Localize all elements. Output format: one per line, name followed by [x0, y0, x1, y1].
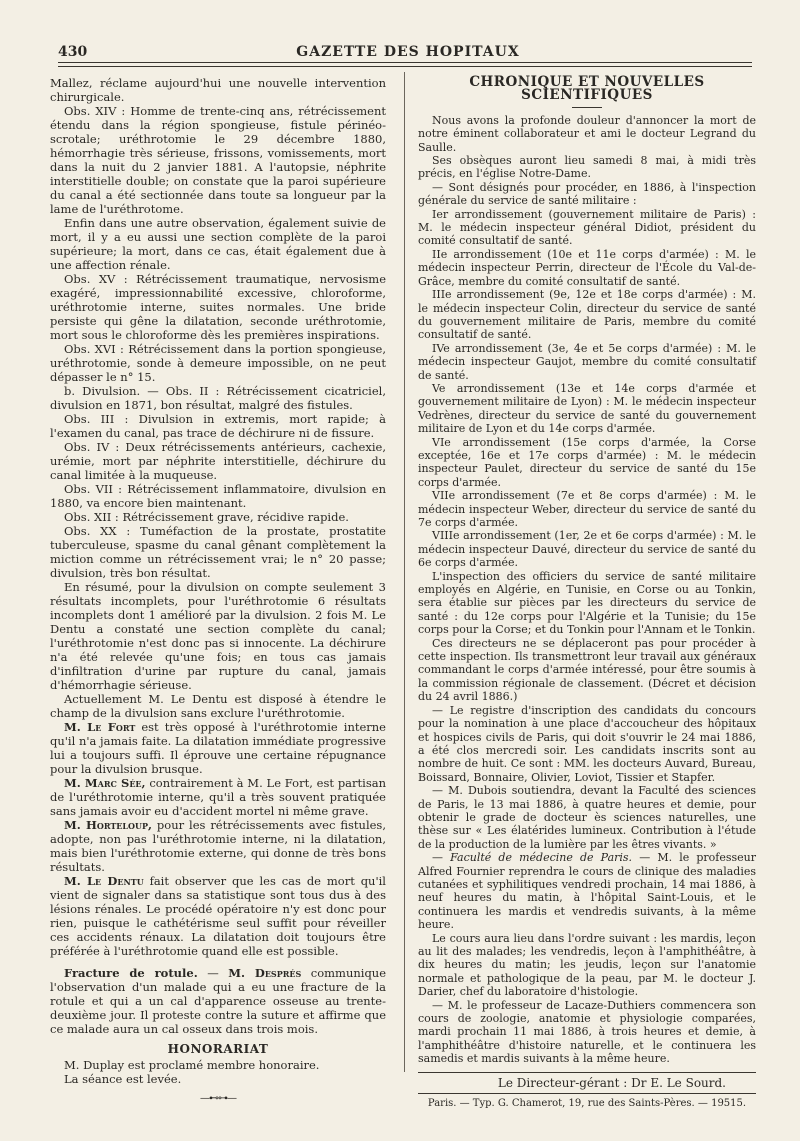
- paragraph: — Le registre d'inscription des candidats du concours pour la nomination à une place d'accoucheur des hôpitaux et hospices civils de Paris, qui doit s'ouvrir le 24 mai 1886, a été clos mercredi soir. Les candidats inscrits sont au nombre de huit. Ce sont : MM. les docteurs Auvard, Bureau, Boissard, Bonnaire, Olivier, Loviot, Tissier et Stapfer.: [418, 703, 756, 784]
- page-number: 430: [58, 44, 88, 60]
- paragraph-text: communique l'observation d'un malade qui a eu une fracture de la rotule et qui a un cal d'apparence osseuse au trente-deuxième jour. Il proteste contre la suture et affirme que ce malade aura un cal osseux dans trois mois.: [50, 966, 387, 1036]
- paragraph-horteloup: [50, 818, 386, 874]
- paragraph-text: est très opposé à l'uréthrotomie interne qu'il n'a jamais faite. La dilatation immédiate progressive lui a toujours suffi. Il éprouve une certaine répugnance pour la divulsion brusque.: [50, 720, 386, 776]
- paragraph: Obs. XIV : Homme de trente-cinq ans, rétrécissement étendu dans la région spongieuse, fistule périnéo-scrotale; uréthrotomie le 29 décembre 1880, hémorrhagie très sérieuse, frissons, vomissements, mort dans la nuit du 2 janvier 1881. A l'autopsie, néphrite interstitielle double; on constate que la paroi supérieure du canal a été sectionnée dans toute sa longueur par la lame de l'uréthrotome.: [50, 104, 386, 216]
- paragraph: — M. le professeur de Lacaze-Duthiers commencera son cours de zoologie, anatomie et physiologie comparées, mardi prochain 11 mai 1886, à trois heures et demie, à l'amphithéâtre d'histoire naturelle, et le continuera les samedis et mardis suivants à la même heure.: [418, 998, 756, 1066]
- paragraph-text: pour les rétrécissements avec fistules, adopte, non pas l'uréthrotomie interne, ni la dilatation, mais bien l'uréthrotomie externe, qui donne de très bons résultats.: [50, 818, 386, 874]
- paragraph-lefort: [50, 720, 386, 776]
- paragraph-text: contrairement à M. Le Fort, est partisan de l'uréthrotomie interne, qu'il a très souvent pratiquée sans jamais avoir eu d'accident mortel ni même grave.: [50, 776, 386, 818]
- paragraph: Obs. VII : Rétrécissement inflammatoire, divulsion en 1880, va encore bien maintenant.: [50, 482, 386, 510]
- paragraph-faculte: [418, 851, 756, 931]
- section-lead: Fracture de rotule.: [64, 966, 198, 980]
- printer-imprint: Paris. — Typ. G. Chamerot, 19, rue des Saints-Pères. — 19515.: [427, 1098, 747, 1110]
- signature-rule: [418, 1072, 756, 1073]
- speaker-name: M. Le Fort: [64, 720, 136, 734]
- paragraph-fracture: [50, 966, 386, 1036]
- paragraph: Obs. XV : Rétrécissement traumatique, nervosisme exagéré, impressionnabilité excessive, chloroforme, uréthrotomie interne, suites normales. Une bride persiste qui gêne la dilatation, seconde uréthrotomie, mort sous le chloroforme dès les premières inspirations.: [50, 272, 386, 342]
- paragraph: VIIIe arrondissement (1er, 2e et 6e corps d'armée) : M. le médecin inspecteur Dauvé, directeur du service de santé du 6e corps d'armée.: [418, 529, 756, 570]
- chronique-heading: CHRONIQUE ET NOUVELLES SCIENTIFIQUES: [469, 74, 705, 104]
- paragraph: Ve arrondissement (13e et 14e corps d'armée et gouvernement militaire de Lyon) : M. le médecin inspecteur Vedrènes, directeur du service de santé du gouvernement militaire de Lyon et du 14e corps d'armée.: [418, 381, 756, 436]
- speaker-name: M. Marc Sée,: [64, 776, 146, 790]
- paragraph: IIe arrondissement (10e et 11e corps d'armée) : M. le médecin inspecteur Perrin, directeur de l'École du Val-de-Grâce, membre du comité consultatif de santé.: [418, 247, 756, 288]
- paragraph-text: — M. le professeur Alfred Fournier reprendra le cours de clinique des maladies cutanées et syphilitiques vendredi prochain, 14 mai 1886, à neuf heures du matin, à l'hôpital Saint-Louis, et le continuera les mardis et vendredis suivants, à la même heure.: [418, 851, 757, 932]
- right-column: [418, 76, 756, 1110]
- journal-title: GAZETTE DES HOPITAUX: [296, 44, 520, 60]
- header-rule: [58, 62, 752, 63]
- speaker-name: M. Horteloup,: [64, 818, 152, 832]
- dash: —: [197, 966, 229, 980]
- speaker-name: M. Le Dentu: [64, 874, 144, 888]
- paragraph: Obs. IV : Deux rétrécissements antérieurs, cachexie, urémie, mort par néphrite interstitielle, déchirure du canal limitée à la muqueuse.: [50, 440, 386, 482]
- paragraph: Actuellement M. Le Dentu est disposé à étendre le champ de la divulsion sans exclure l'uréthrotomie.: [50, 692, 386, 720]
- paragraph: IVe arrondissement (3e, 4e et 5e corps d'armée) : M. le médecin inspecteur Gaujot, membre du comité consultatif de santé.: [418, 341, 756, 382]
- paragraph: Nous avons la profonde douleur d'annoncer la mort de notre éminent collaborateur et ami le docteur Legrand du Saulle.: [418, 113, 756, 154]
- paragraph: Ier arrondissement (gouvernement militaire de Paris) : M. le médecin inspecteur général Didiot, président du comité consultatif de santé.: [418, 207, 756, 248]
- paragraph: Enfin dans une autre observation, également suivie de mort, il y a eu aussi une section complète de la paroi supérieure; la mort, dans ce cas, était également due à une affection rénale.: [50, 216, 386, 272]
- section-lead: Faculté de médecine de Paris.: [450, 851, 633, 865]
- paragraph-le-dentu: [50, 874, 386, 958]
- paragraph-marc-see: [50, 776, 386, 818]
- paragraph: b. Divulsion. — Obs. II : Rétrécissement cicatriciel, divulsion en 1871, bon résultat, malgré des fistules.: [50, 384, 386, 412]
- paragraph: L'inspection des officiers du service de santé militaire employés en Algérie, en Tunisie, en Corse ou au Tonkin, sera établie sur pièces par les directeurs du service de santé : du 12e corps pour l'Algérie et la Tunisie; du 15e corps pour la Corse; et du Tonkin pour l'Annam et le Tonkin.: [418, 569, 756, 637]
- paragraph: La séance est levée.: [64, 1072, 182, 1086]
- paragraph: Le cours aura lieu dans l'ordre suivant : les mardis, leçon au lit des malades; les vendredis, leçon à l'amphithéâtre, à dix heures du matin; les jeudis, leçon sur l'anatomie normale et pathologique de la peau, par M. le docteur J. Darier, chef du laboratoire d'histologie.: [418, 931, 756, 999]
- honorariat-heading: HONORARIAT: [167, 1042, 269, 1056]
- page-header: [58, 40, 758, 64]
- paragraph: Obs. III : Divulsion in extremis, mort rapide; à l'examen du canal, pas trace de déchirure ni de fissure.: [50, 412, 386, 440]
- left-column: [50, 76, 386, 1106]
- imprint-rule: [418, 1093, 756, 1094]
- paragraph: — M. Dubois soutiendra, devant la Faculté des sciences de Paris, le 13 mai 1886, à quatre heures et demie, pour obtenir le grade de docteur ès sciences naturelles, une thèse sur « Les élatérides lumineux. Contribution à l'étude de la production de la lumière par les êtres vivants. »: [418, 784, 756, 851]
- paragraph: Ces directeurs ne se déplaceront pas pour procéder à cette inspection. Ils transmettront leur travail aux généraux commandant le corps d'armée intéressé, pour être soumis à la commission régionale de classement. (Décret et décision du 24 avril 1886.): [418, 636, 756, 704]
- paragraph: Ses obsèques auront lieu samedi 8 mai, à midi très précis, en l'église Notre-Dame.: [418, 154, 756, 181]
- paragraph: Obs. XII : Rétrécissement grave, récidive rapide.: [64, 510, 349, 524]
- dash: —: [432, 851, 451, 865]
- paragraph: Mallez, réclame aujourd'hui une nouvelle intervention chirurgicale.: [50, 76, 386, 104]
- paragraph: VIe arrondissement (15e corps d'armée, la Corse exceptée, 16e et 17e corps d'armée) : M. le médecin inspecteur Paulet, directeur du service de santé du 15e corps d'armée.: [418, 435, 756, 489]
- paragraph: En résumé, pour la divulsion on compte seulement 3 résultats incomplets, pour l'uréthrotomie 6 résultats incomplets dont 1 amélioré par la divulsion. 2 fois M. Le Dentu a constaté une section complète du canal; l'uréthrotomie n'est donc pas si innocente. La déchirure n'a été relevée qu'une fois; en tous cas jamais d'infiltration d'urine par rupture du canal, jamais d'hémorrhagie sérieuse.: [50, 580, 386, 692]
- paragraph: IIIe arrondissement (9e, 12e et 18e corps d'armée) : M. le médecin inspecteur Colin, directeur du service de santé du gouvernement militaire de Paris, membre du comité consultatif de santé.: [418, 288, 756, 342]
- editor-signature: Le Directeur-gérant : Dr E. Le Sourd.: [497, 1075, 726, 1090]
- short-rule: [572, 107, 602, 108]
- speaker-name: M. Després: [228, 966, 302, 980]
- column-separator: [404, 72, 405, 1072]
- paragraph: M. Duplay est proclamé membre honoraire.: [64, 1058, 320, 1072]
- paragraph-text: fait observer que les cas de mort qu'il vient de signaler dans sa statistique sont tous dus à des lésions rénales. Le procédé opératoire n'y est donc pour rien, puisque le cathétérisme seul suffit pour réveiller ces accidents rénaux. La dilatation doit toujours être préférée à l'uréthrotomie quand elle est possible.: [50, 874, 386, 958]
- paragraph: — Sont désignés pour procéder, en 1886, à l'inspection générale du service de santé militaire :: [418, 180, 756, 208]
- paragraph: Obs. XX : Tuméfaction de la prostate, prostatite tuberculeuse, spasme du canal gênant complètement la miction comme un rétrécissement vrai; le n° 20 passe; divulsion, très bon résultat.: [50, 524, 386, 580]
- header-rule-thin: [58, 66, 752, 67]
- paragraph: VIIe arrondissement (7e et 8e corps d'armée) : M. le médecin inspecteur Weber, directeur du service de santé du 7e corps d'armée.: [418, 489, 756, 529]
- fleuron-ornament: —⊷⊶—: [200, 1093, 236, 1104]
- paragraph: Obs. XVI : Rétrécissement dans la portion spongieuse, uréthrotomie, sonde à demeure impossible, on ne peut dépasser le n° 15.: [50, 342, 386, 384]
